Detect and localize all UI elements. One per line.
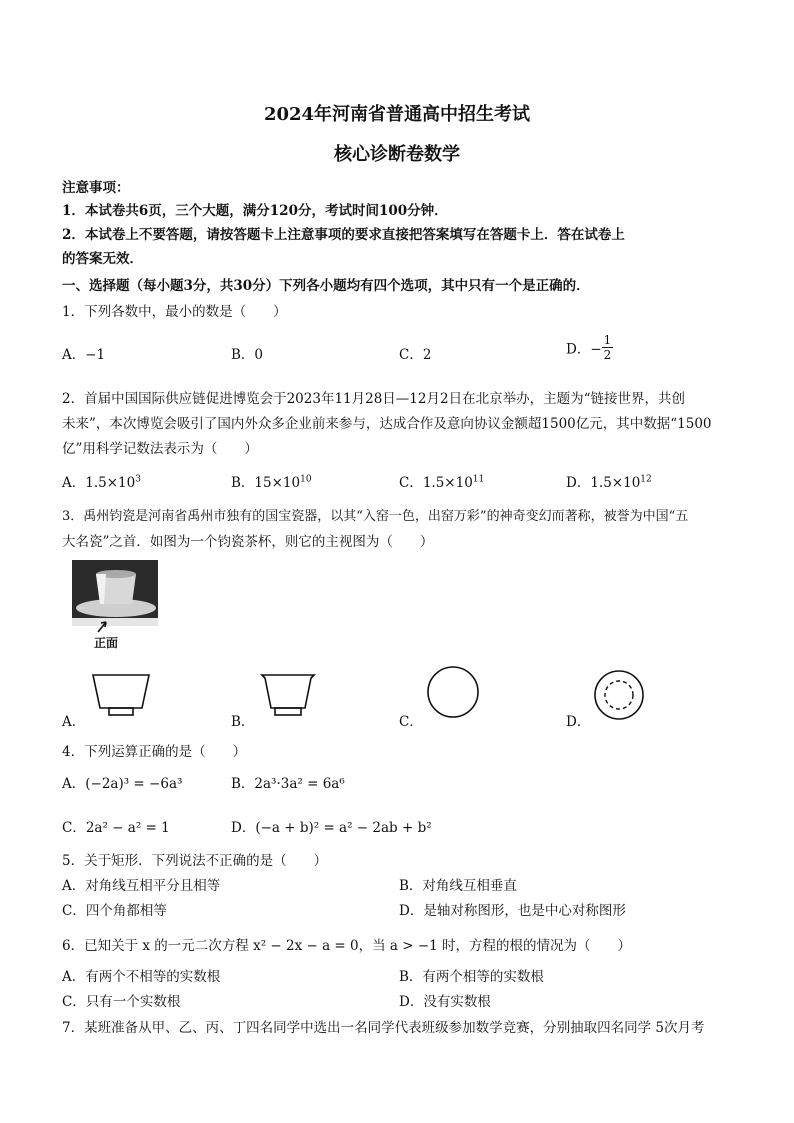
teacup-photo [72,560,158,626]
q2-option-c [399,471,484,491]
q1-option-c: C．2 [399,347,432,363]
q3-option-b-figure [255,670,321,722]
q2-option-d-exponent: 12 [640,474,652,485]
notice-item-2-line2: 的答案无效． [62,251,143,267]
q2-line1: 2．首届中国国际供应链促进博览会于2023年11月28日—12月2日在北京举办，主题为“链接世界，共创 [62,391,685,407]
exam-subtitle: 核心诊断卷数学 [334,144,460,165]
q3-option-d-figure [591,667,647,723]
front-arrow-icon [92,620,112,634]
q2-option-d-base: D．1.5×10 [566,475,641,491]
notice-item-1: 1．本试卷共6页，三个大题，满分120分，考试时间100分钟． [62,203,448,219]
teacup-photo-image [72,560,158,626]
q4-option-c: C．2a² − a² = 1 [62,820,170,836]
q2-line3: 亿”用科学记数法表示为（ ） [62,441,258,457]
q3-option-a-label: A． [62,714,86,730]
q2-option-b [231,471,312,491]
notice-item-2-line1: 2．本试卷上不要答题，请按答题卡上注意事项的要求直接把答案填写在答题卡上．答在试卷上 [62,227,625,243]
q5-option-d: D．是轴对称图形，也是中心对称图形 [399,903,626,919]
q3-option-a-figure [88,670,154,722]
fraction-denominator: 2 [603,348,612,362]
q3-line1: 3．禹州钧瓷是河南省禹州市独有的国宝瓷器，以其“入窑一色，出窑万彩”的神奇变幻而著称，被誉为中国“五 [62,509,689,524]
q5-option-a: A．对角线互相平分且相等 [62,878,221,894]
q2-line2: 未来”，本次博览会吸引了国内外众多企业前来参与，达成合作及意向协议金额超1500亿元，其中数据“1500 [62,416,712,432]
q6-option-d: D．没有实数根 [399,994,491,1010]
q3-option-c-figure [425,664,481,720]
q3-line2: 大名瓷”之首．如图为一个钧瓷茶杯，则它的主视图为（ ） [62,534,434,550]
q3-option-d-label: D． [566,714,591,730]
q1-stem: 1．下列各数中，最小的数是（ ） [62,304,287,320]
q2-option-b-exponent: 10 [300,474,312,485]
q1-option-b: B．0 [231,347,264,363]
q2-option-a-exponent: 3 [135,474,141,485]
q6-option-b: B．有两个相等的实数根 [399,969,544,985]
section-1-heading: 一、选择题（每小题3分，共30分）下列各小题均有四个选项，其中只有一个是正确的． [62,278,590,294]
q4-stem: 4．下列运算正确的是（ ） [62,744,247,760]
q1-option-d [566,333,613,362]
q3-option-b-label: B． [231,714,255,730]
q5-option-b: B．对角线互相垂直 [399,878,517,894]
exam-title: 2024年河南省普通高中招生考试 [263,104,531,125]
q3-option-c-label: C． [399,714,423,730]
q2-option-c-exponent: 11 [472,474,485,485]
fraction-numerator: 1 [603,333,612,347]
q7-line1: 7．某班准备从甲、乙、丙、丁四名同学中选出一名同学代表班级参加数学竞赛，分别抽取四名同学 5次月考 [62,1020,705,1036]
q5-stem: 5．关于矩形．下列说法不正确的是（ ） [62,853,328,869]
q4-option-a: A．(−2a)³ = −6a³ [62,776,183,792]
q1-option-a: A．−1 [62,347,106,363]
q1-option-d-prefix: D．− [566,341,602,358]
q2-option-a [62,471,141,491]
q6-option-a: A．有两个不相等的实数根 [62,969,221,985]
q2-option-b-base: B．15×10 [231,475,301,491]
front-label: 正面 [94,636,119,650]
q6-stem: 6．已知关于 x 的一元二次方程 x² − 2x − a = 0，当 a > −1 时，方程的根的情况为（ ） [62,938,632,954]
q4-option-d: D．(−a + b)² = a² − 2ab + b² [231,820,432,836]
q2-option-c-base: C．1.5×10 [399,475,473,491]
q5-option-c: C．四个角都相等 [62,903,167,919]
q2-option-a-base: A．1.5×10 [62,475,136,491]
fraction [602,333,614,362]
q4-option-b: B．2a³·3a² = 6a⁶ [231,776,345,792]
notice-heading: 注意事项： [62,180,130,196]
q2-option-d [566,471,652,491]
q6-option-c: C．只有一个实数根 [62,994,181,1010]
